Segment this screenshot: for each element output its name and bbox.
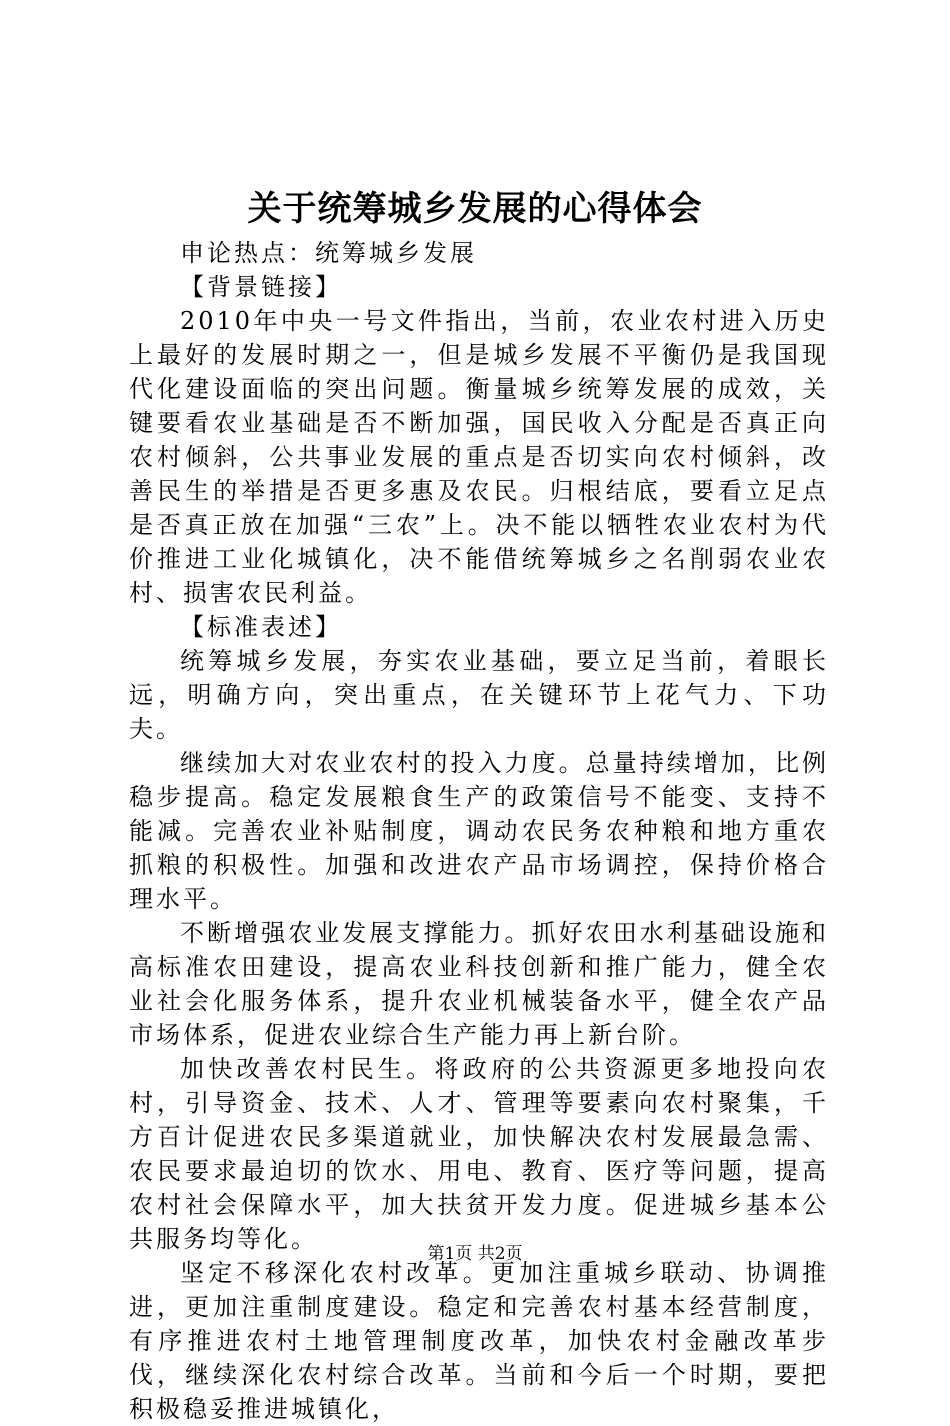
paragraph: 继续加大对农业农村的投入力度。总量持续增加，比例稳步提高。稳定发展粮食生产的政策信号不能变、支持不能减。完善农业补贴制度，调动农民务农种粮和地方重农抓粮的积极性。加强和改进农产品市场调控，保持价格合理水平。 [129,749,829,913]
document-title: 关于统筹城乡发展的心得体会 [247,189,703,229]
hot-topic-line: 申论热点：统筹城乡发展 [180,239,477,267]
paragraph: 2010年中央一号文件指出，当前，农业农村进入历史上最好的发展时期之一，但是城乡发展不平衡仍是我国现代化建设面临的突出问题。衡量城乡统筹发展的成效，关键要看农业基础是否不断加强，国民收入分配是否真正向农村倾斜，公共事业发展的重点是否切实向农村倾斜，改善民生的举措是否更多惠及农民。归根结底，要看立足点是否真正放在加强“三农”上。决不能以牺牲农业农村为代价推进工业化城镇化，决不能借统筹城乡之名削弱农业农村、损害农民利益。 [129,307,829,607]
section-heading-standard: 【标准表述】 [180,613,342,641]
paragraph: 坚定不移深化农村改革。更加注重城乡联动、协调推进，更加注重制度建设。稳定和完善农村基本经营制度，有序推进农村土地管理制度改革，加快农村金融改革步伐，继续深化农村综合改革。当前和今后一个时期，要把积极稳妥推进城镇化， [129,1259,829,1423]
paragraph: 不断增强农业发展支撑能力。抓好农田水利基础设施和高标准农田建设，提高农业科技创新和推广能力，健全农业社会化服务体系，提升农业机械装备水平，健全农产品市场体系，促进农业综合生产能力再上新台阶。 [129,919,829,1049]
section-heading-background: 【背景链接】 [180,273,342,301]
paragraph: 统筹城乡发展，夯实农业基础，要立足当前，着眼长远，明确方向，突出重点，在关键环节上花气力、下功夫。 [129,647,829,743]
paragraph: 加快改善农村民生。将政府的公共资源更多地投向农村，引导资金、技术、人才、管理等要素向农村聚集，千方百计促进农民多渠道就业，加快解决农村发展最急需、农民要求最迫切的饮水、用电、教育、医疗等问题，提高农村社会保障水平，加大扶贫开发力度。促进城乡基本公共服务均等化。 [129,1055,829,1253]
page-number-footer: 第1页 共2页 [427,1244,523,1264]
